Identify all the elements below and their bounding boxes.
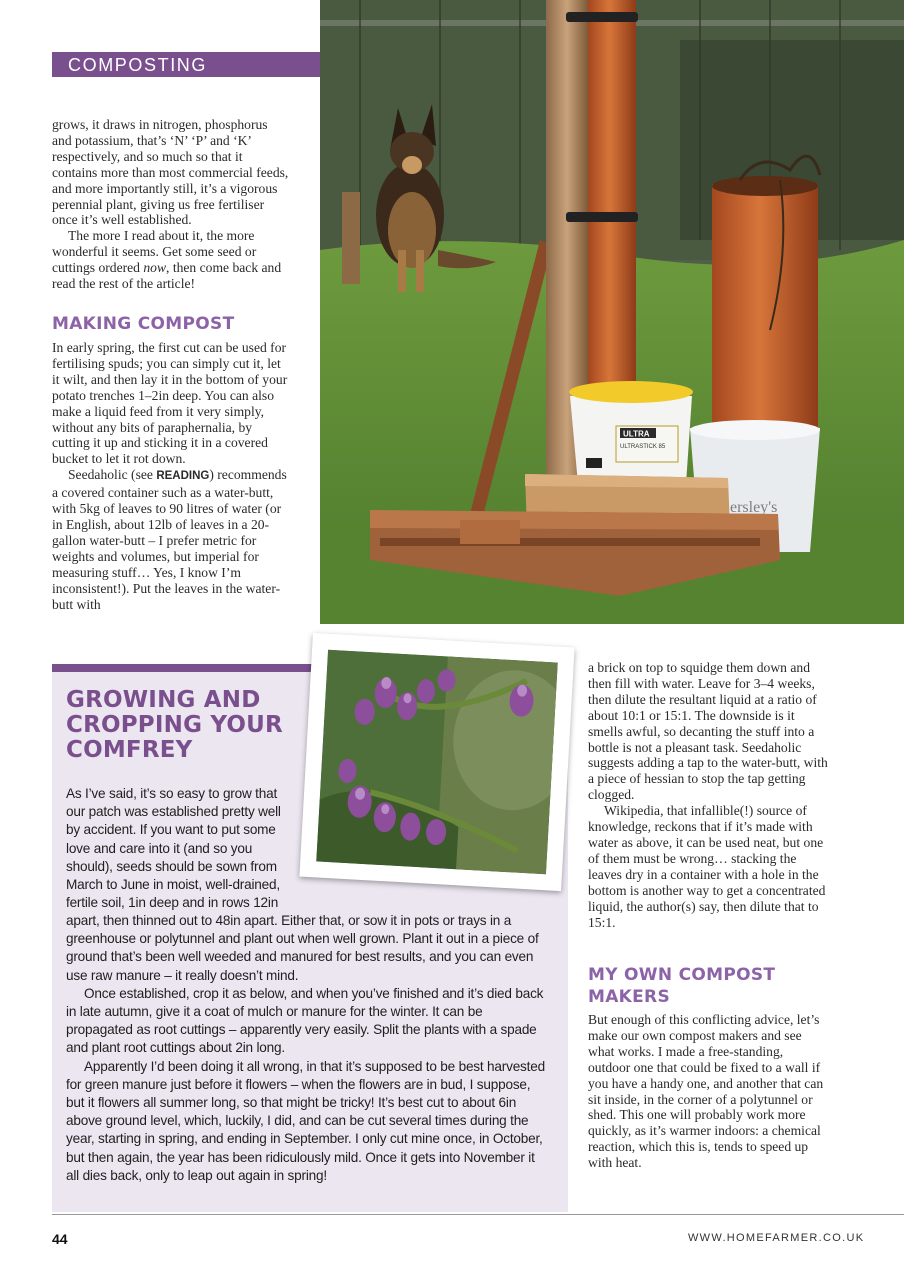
box-narrow-lines — [66, 785, 306, 912]
box-line: our patch was established pretty well — [66, 804, 281, 820]
site-url: WWW.HOMEFARMER.CO.UK — [688, 1232, 865, 1244]
making-compost-heading: MAKING COMPOST — [52, 314, 235, 334]
box-line: by accident. If you want to put some — [66, 822, 276, 838]
footer-rule — [52, 1214, 904, 1215]
box-top-rule — [52, 664, 328, 672]
bucket-label: ULTRA — [623, 429, 650, 439]
making-compost-paragraph-2-text-b: ) recommends a covered container such as a water-butt, with 5kg of leaves to 90 litres of water (or in English, about 12lb of leaves in a 20-gallon water-butt – I prefer metric for weights and volumes, but imperial for measuring stuff… Yes, I know I’m inconsistent!). Put the leaves in the water-butt with — [52, 467, 287, 612]
box-title: GROWING AND CROPPING YOUR COMFREY — [66, 687, 283, 763]
intro-paragraph-2-emphasis: now — [143, 260, 167, 276]
right-paragraph-2: Wikipedia, that infallible(!) source of knowledge, reckons that if it’s made with water as above, it can be used neat, but one of them must be wrong… stacking the leaves dry in a container with a hole in the bottom is another way to get a concentrated liquid, the author(s) say, then dilute that to 15:1. — [588, 803, 826, 930]
right-text-column-lower — [588, 1012, 828, 1171]
section-label: COMPOSTING — [68, 55, 208, 75]
right-paragraph-3: But enough of this conflicting advice, let’s make our own compost makers and see what works. I made a free-standing, outdoor one that could be fixed to a wall if you have a handy one, and another that can sit inside, in the corner of a polytunnel or shed. This one will probably work more quickly, as it’s warmer indoors: a chemical reaction, which this is, tends to speed up with heat. — [588, 1012, 824, 1171]
making-compost-column — [52, 340, 290, 612]
intro-paragraph-2 — [52, 228, 290, 292]
making-compost-paragraph-2-text-a: Seedaholic (see — [68, 467, 157, 483]
intro-paragraph-1: grows, it draws in nitrogen, phosphorus and potassium, that’s ‘N’ ‘P’ and ‘K’ respectively, and so much so that it contains more than most commercial feeds, and more importantly still, it’s a vigorous perennial plant, giving us free fertiliser once it’s well established. — [52, 117, 289, 228]
making-compost-paragraph-1: In early spring, the first cut can be used for fertilising spuds; you can simply cut it, let it wilt, and then lay it in the bottom of your potato trenches 1–2in deep. You can also make a liquid feed from it very simply, without any bits of paraphernalia, by cutting it up and sticking it in a covered bucket to let it rot down. — [52, 340, 288, 467]
intro-paragraph-2-text-a: The more I read about it, the more wonderful it seems. Get some seed or cuttings ordered — [52, 228, 257, 276]
box-line: should), seeds should be sown from — [66, 858, 277, 874]
box-paragraph-1-rest: apart, then thinned out to 48in apart. Either that, or sow it in pots or trays in a greenhouse or polytunnel and plant out when well grown. Plant it out in a piece of ground that’s been well weeded and manured for best results, and you can even use raw manure – it really doesn’t mind. — [66, 913, 539, 983]
bucket2-text: ersley's — [730, 499, 778, 516]
intro-paragraph-2-text-b: , then come back and read the rest of the article! — [52, 260, 282, 292]
box-paragraph-3: Apparently I’d been doing it all wrong, in that it’s supposed to be best harvested for green manure just before it flowers – when the flowers are in bud, I suppose, but it flowers all summer long, so that might be tricky! It’s best cut to about 6in above ground level, which, luckily, I did, and can be cut several times during the year, starting in spring, and ending in September. I only cut mine once, in October, but then again, the year has been ridiculously mild. Once it gets into November it all dies back, only to leap out again in spring! — [66, 1058, 545, 1183]
making-compost-paragraph-2 — [52, 467, 290, 612]
box-paragraph-2: Once established, crop it as below, and when you’ve finished and it’s died back in late autumn, give it a coat of mulch or manure for the winter. It can be propagated as root cuttings – apparently very easily. Split the plants with a spade and plant root cuttings about 2in long. — [66, 985, 544, 1056]
my-own-compost-makers-heading: MY OWN COMPOST MAKERS — [588, 965, 776, 1007]
page-number: 44 — [52, 1231, 68, 1247]
compost-maker-photo — [320, 0, 904, 624]
box-line: love and care into it (and so you — [66, 840, 253, 856]
box-full-text — [66, 912, 550, 1185]
reading-reference: READING — [156, 470, 210, 483]
right-paragraph-1: a brick on top to squidge them down and then fill with water. Leave for 3–4 weeks, then dilute the resultant liquid at a ratio of about 10:1 or 15:1. The downside is it smells awful, so decanting the stuff into a bottle is not a pleasant task. Seedaholic suggests adding a tap to the water-butt, with a piece of hessian to stop the tap getting clogged. — [588, 660, 828, 803]
bucket-sublabel: ULTRASTICK 85 — [620, 444, 666, 450]
box-line: March to June in moist, well-drained, — [66, 877, 280, 893]
box-line: fertile soil, 1in deep and in rows 12in — [66, 895, 279, 911]
box-line: As I’ve said, it’s so easy to grow that — [66, 786, 278, 801]
right-text-column — [588, 660, 828, 930]
intro-text-column — [52, 117, 290, 292]
comfrey-flower-photo — [299, 633, 574, 891]
